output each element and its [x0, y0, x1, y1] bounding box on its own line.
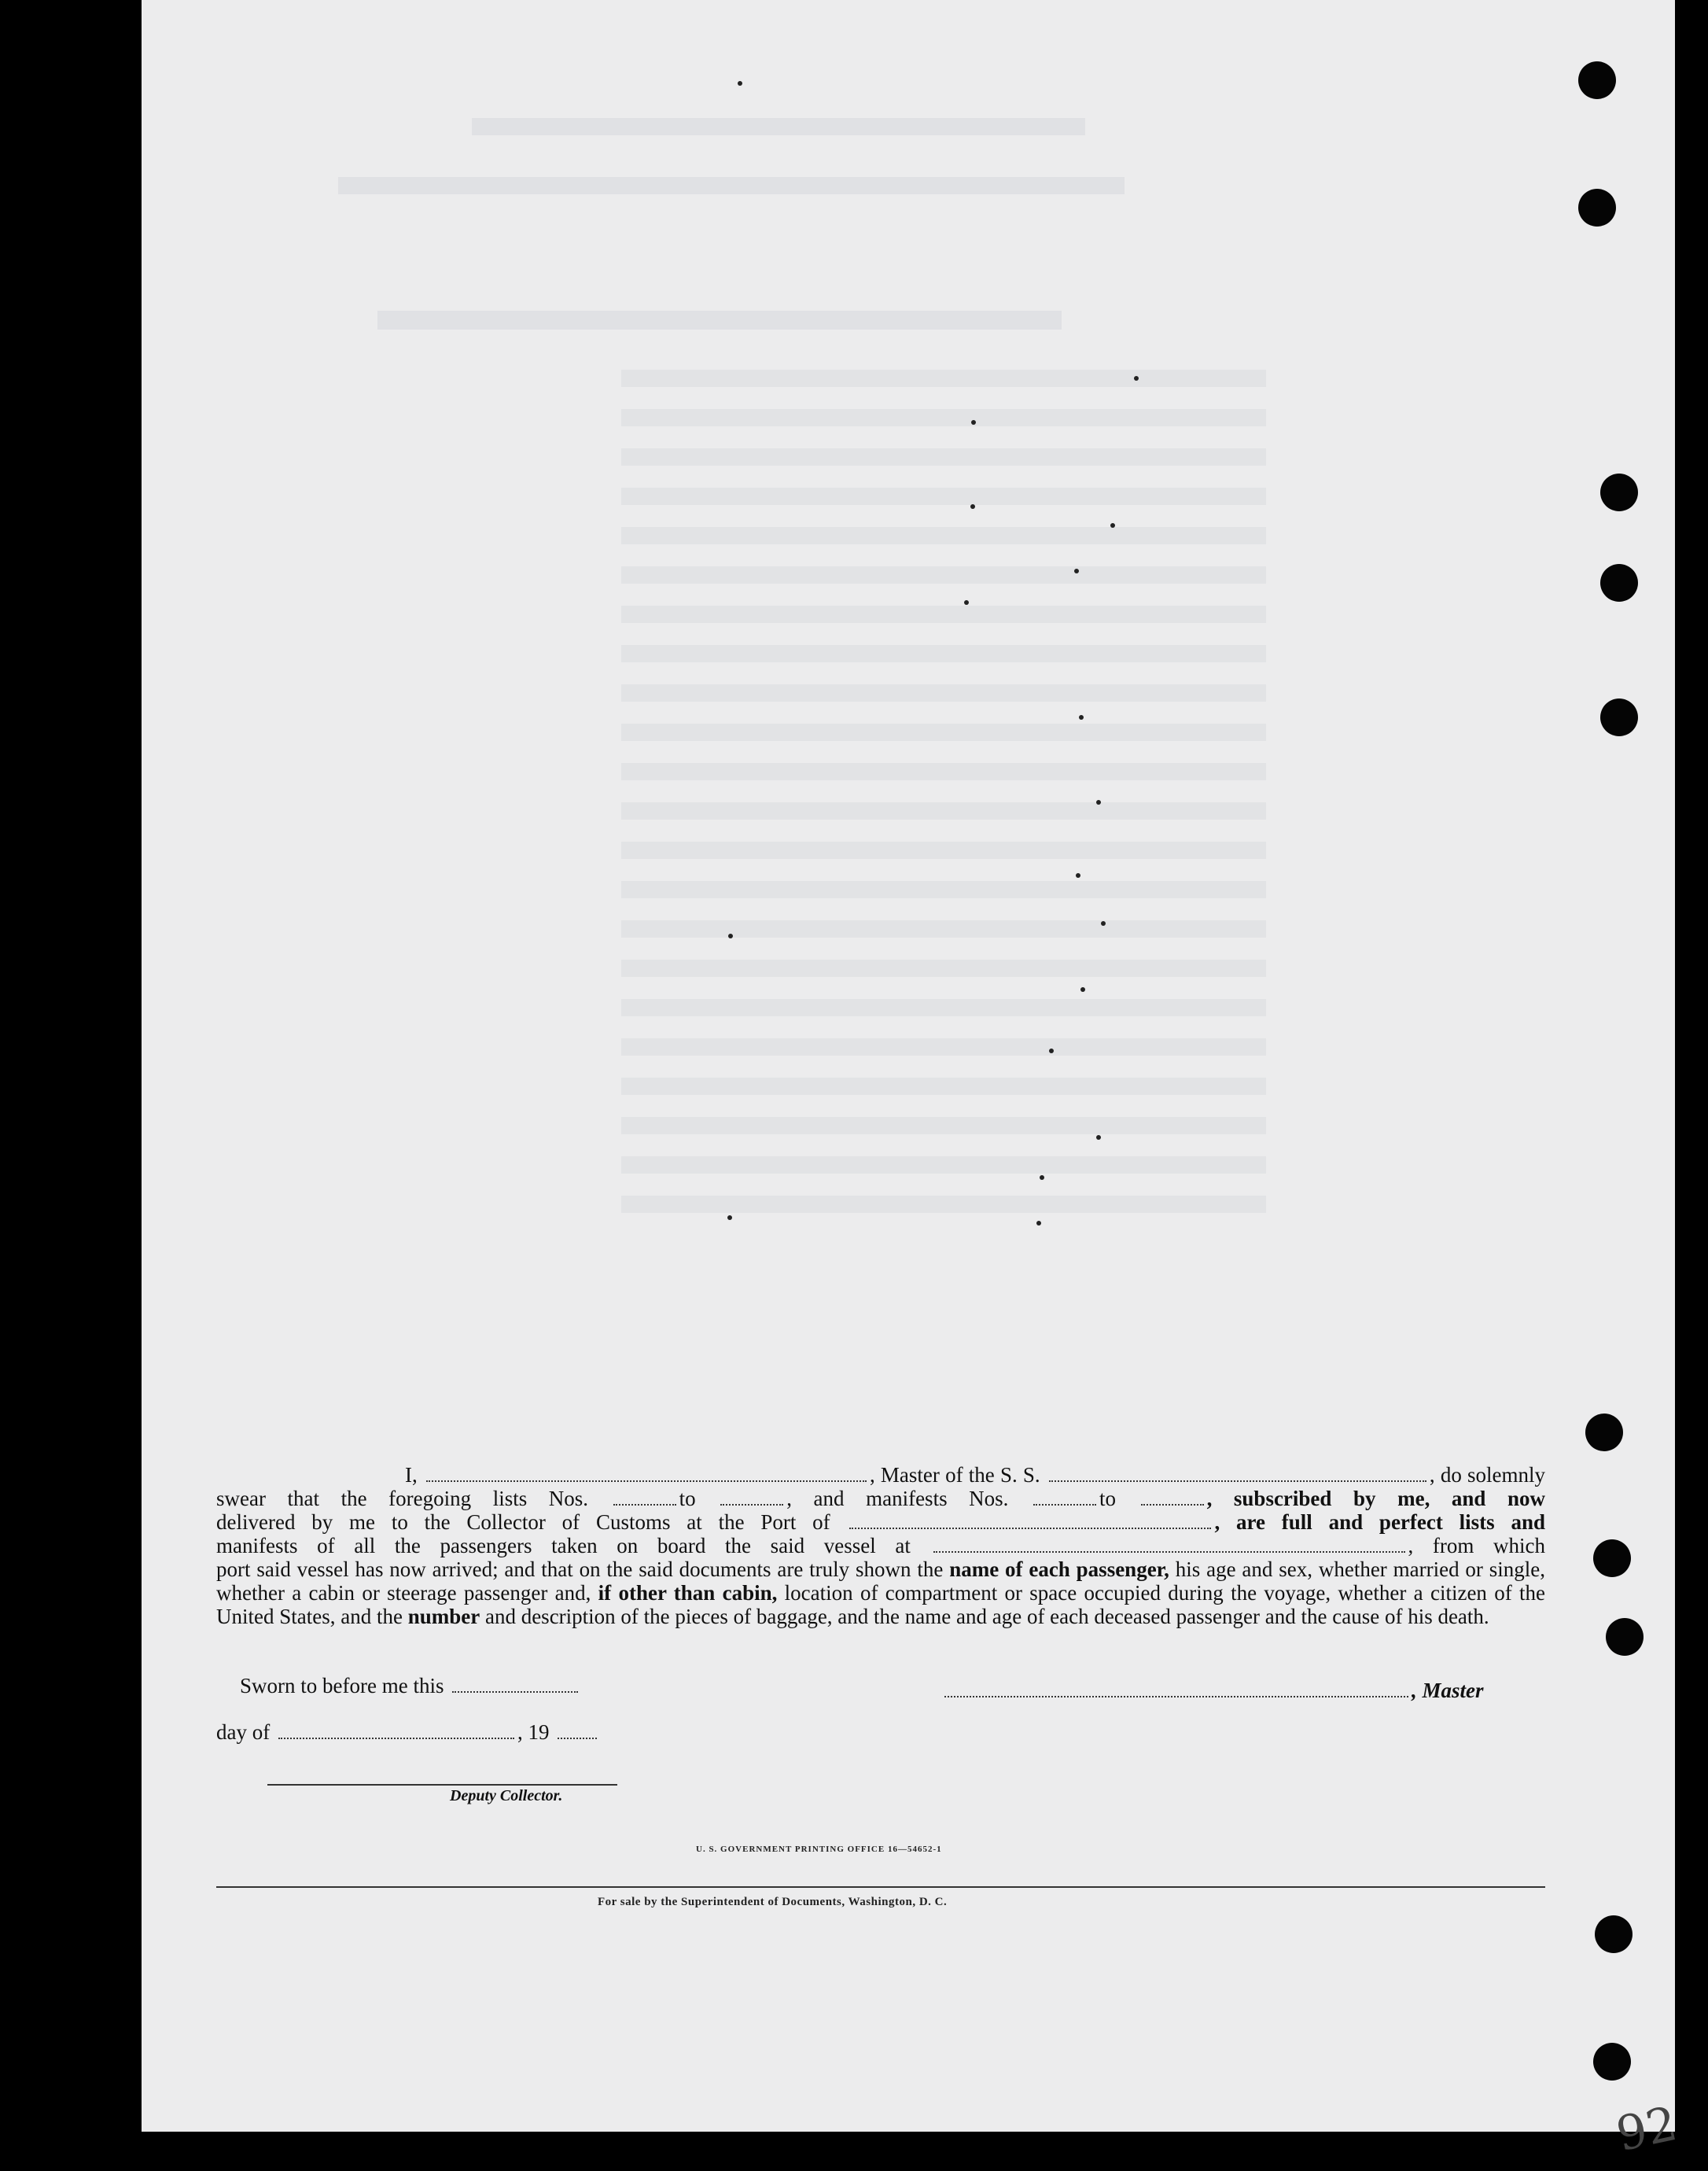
day-of-blank — [278, 1737, 514, 1739]
ink-speck — [971, 420, 976, 425]
ink-speck — [1036, 1221, 1041, 1226]
oath-text: and description of the pieces of baggage, and the name and age of each deceased passenger and the cause of his death. — [484, 1605, 1489, 1628]
ink-speck — [1074, 569, 1079, 573]
list-to-blank — [720, 1503, 783, 1506]
oath-text: to — [1099, 1487, 1116, 1510]
punch-hole — [1606, 1618, 1644, 1656]
sale-note: For sale by the Superintendent of Documents, Washington, D. C. — [598, 1896, 948, 1908]
ink-speck — [738, 81, 742, 86]
day-of-label: day of — [216, 1720, 271, 1744]
ink-speck — [1110, 523, 1115, 528]
oath-text: name of each passenger, — [949, 1557, 1169, 1581]
oath-text: to — [679, 1487, 696, 1510]
manifest-page — [142, 0, 1675, 2132]
ink-speck — [1040, 1175, 1044, 1180]
ink-speck — [1096, 800, 1101, 805]
manifest-from-blank — [1033, 1503, 1096, 1506]
master-signature-blank — [944, 1695, 1408, 1697]
master-signature — [941, 1679, 1484, 1703]
punch-hole — [1585, 1414, 1623, 1451]
oath-text: port said vessel has now arrived; and that on the said documents are truly shown the — [216, 1557, 944, 1581]
oath-text: , from which — [1408, 1534, 1545, 1557]
list-from-blank — [613, 1503, 676, 1506]
oath-text: , Master of the S. S. — [869, 1463, 1040, 1487]
ink-speck — [728, 934, 733, 938]
oath-paragraph — [216, 1463, 1545, 1628]
oath-text: , are full and perfect lists and — [1214, 1510, 1546, 1534]
ink-speck — [727, 1215, 732, 1220]
master-label: , Master — [1412, 1679, 1484, 1702]
oath-text: , and manifests Nos. — [786, 1487, 1009, 1510]
year-label: , 19 — [517, 1720, 550, 1744]
handwritten-page-number: 92 — [1611, 2095, 1682, 2163]
punch-hole — [1600, 564, 1638, 602]
oath-text: I, — [405, 1463, 418, 1487]
oath-text: , subscribed by me, and now — [1206, 1487, 1546, 1510]
oath-text: if other than cabin, — [598, 1581, 778, 1605]
deputy-label: Deputy Collector. — [450, 1787, 563, 1804]
port-blank — [849, 1527, 1211, 1529]
punch-hole — [1600, 474, 1638, 511]
oath-text: swear that the foregoing lists Nos. — [216, 1487, 589, 1510]
oath-text: location of compartment or space occupied during the voyage, whether a citizen of the United States, and the — [216, 1581, 1546, 1628]
ink-speck — [1079, 715, 1084, 720]
sworn-date-blank — [452, 1690, 578, 1693]
punch-hole — [1595, 1915, 1633, 1953]
ink-speck — [964, 600, 969, 605]
bleed-through-text — [142, 0, 1675, 1337]
year-blank — [558, 1737, 597, 1739]
ink-speck — [1096, 1135, 1101, 1140]
oath-text: delivered by me to the Collector of Customs at the Port of — [216, 1510, 830, 1534]
sworn-line — [240, 1674, 581, 1698]
punch-hole — [1600, 698, 1638, 736]
manifest-to-blank — [1141, 1503, 1204, 1506]
printing-office-note: U. S. GOVERNMENT PRINTING OFFICE 16—54652-1 — [696, 1845, 942, 1854]
footer-rule — [216, 1886, 1545, 1888]
oath-text: manifests of all the passengers taken on board the said vessel at — [216, 1534, 911, 1557]
punch-hole — [1578, 189, 1616, 227]
ink-speck — [1076, 873, 1080, 878]
master-name-blank — [426, 1480, 867, 1482]
ink-speck — [1080, 987, 1085, 992]
oath-text: number — [407, 1605, 480, 1628]
punch-hole — [1593, 2043, 1631, 2081]
ink-speck — [970, 504, 975, 509]
punch-hole — [1593, 1539, 1631, 1577]
sworn-label: Sworn to before me this — [240, 1674, 444, 1697]
ink-speck — [1134, 376, 1139, 381]
deputy-signature-line — [267, 1784, 617, 1786]
punch-hole — [1578, 61, 1616, 99]
oath-text: his age and sex, whether married or single, whether a cabin or steerage passenger and, — [216, 1557, 1545, 1605]
vessel-name-blank — [1049, 1480, 1426, 1482]
ink-speck — [1101, 921, 1106, 926]
oath-text: , do solemnly — [1429, 1463, 1546, 1487]
embark-port-blank — [933, 1550, 1405, 1553]
day-of-line — [216, 1720, 600, 1745]
ink-speck — [1049, 1049, 1054, 1053]
